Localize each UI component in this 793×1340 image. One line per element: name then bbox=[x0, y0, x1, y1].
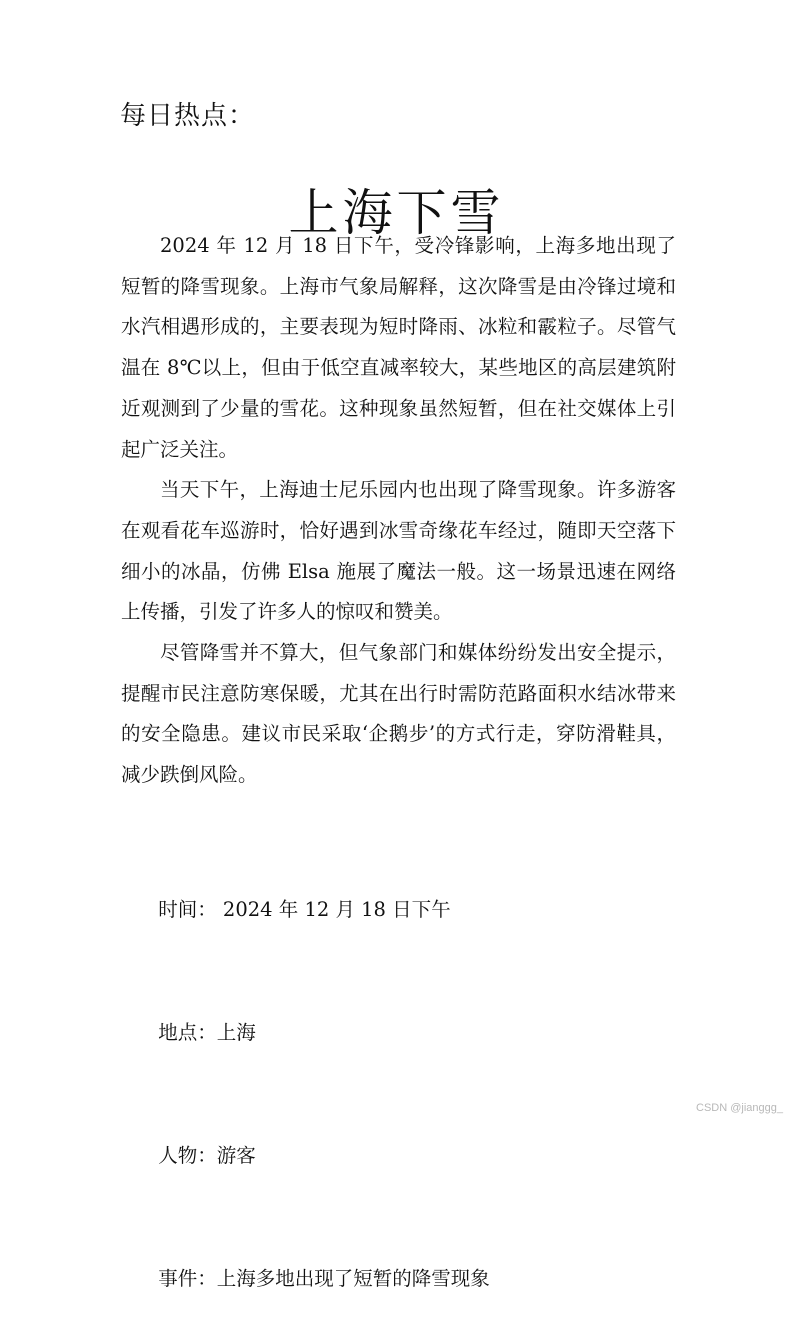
summary-place-row bbox=[121, 971, 681, 1094]
event-value: 上海多地出现了短暂的降雪现象 bbox=[216, 1267, 490, 1290]
time-label: 时间： bbox=[158, 898, 217, 921]
time-value: 2024 年 12 月 18 日下午 bbox=[216, 898, 451, 921]
place-value: 上海 bbox=[216, 1021, 256, 1044]
article-title: 上海下雪 bbox=[288, 183, 505, 242]
paragraph-3: 尽管降雪并不算大，但气象部门和媒体纷纷发出安全提示，提醒市民注意防寒保暖，尤其在出行时需防范路面积水结冰带来的安全隐患。建议市民采取‘企鹅步’的方式行走，穿防滑鞋具，减少跌倒风险。 bbox=[121, 641, 676, 787]
section-label: 每日热点： bbox=[120, 101, 256, 131]
people-value: 游客 bbox=[216, 1144, 256, 1167]
summary-event-row bbox=[121, 1217, 681, 1340]
summary-block bbox=[121, 848, 681, 1340]
people-label: 人物： bbox=[158, 1144, 217, 1167]
place-label: 地点： bbox=[158, 1021, 217, 1044]
event-label: 事件： bbox=[158, 1267, 217, 1290]
summary-people-row bbox=[121, 1094, 681, 1217]
paragraph-1: 2024 年 12 月 18 日下午，受冷锋影响，上海多地出现了短暂的降雪现象。上海市气象局解释，这次降雪是由冷锋过境和水汽相遇形成的，主要表现为短时降雨、冰粒和霰粒子。尽管气温在 8℃以上，但由于低空直减率较大，某些地区的高层建筑附近观测到了少量的雪花。这种现象虽然短暂，但在社交媒体上引起广泛关注。 bbox=[121, 234, 676, 461]
watermark-text: CSDN @jianggg_ bbox=[696, 1102, 783, 1114]
summary-time-row bbox=[121, 848, 681, 971]
article-body bbox=[121, 226, 676, 796]
paragraph-2: 当天下午，上海迪士尼乐园内也出现了降雪现象。许多游客在观看花车巡游时，恰好遇到冰雪奇缘花车经过，随即天空落下细小的冰晶，仿佛 Elsa 施展了魔法一般。这一场景迅速在网络上传播，引发了许多人的惊叹和赞美。 bbox=[121, 478, 676, 624]
